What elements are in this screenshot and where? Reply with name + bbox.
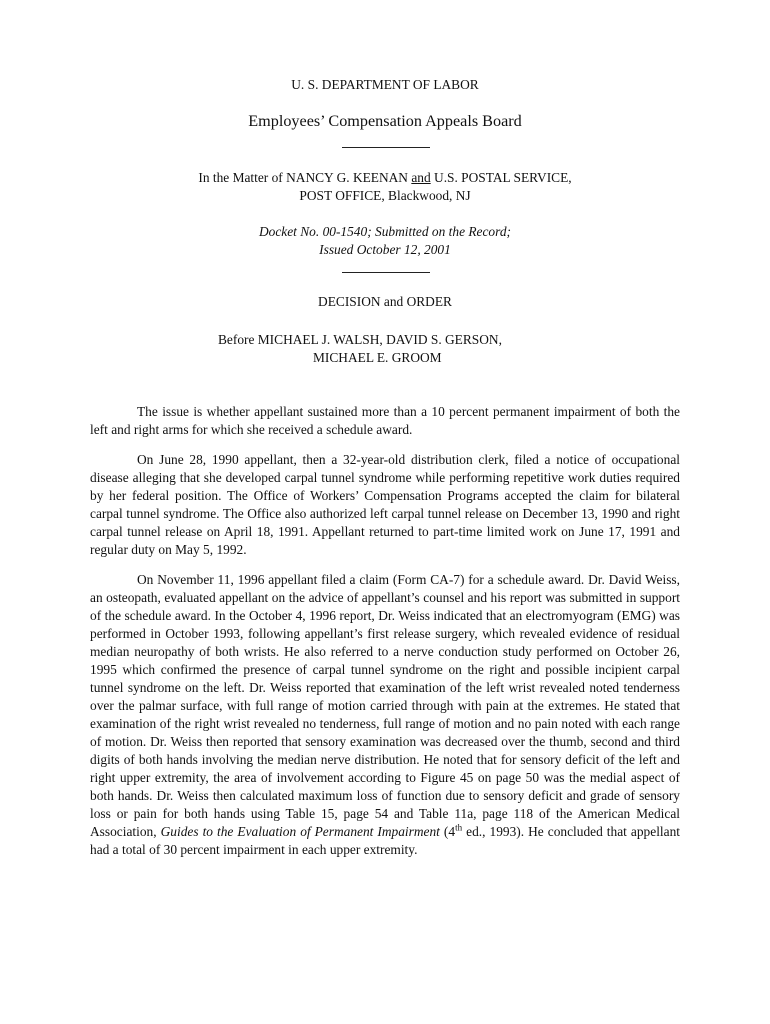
divider-rule: [342, 147, 430, 148]
docket-line2: Issued October 12, 2001: [319, 242, 451, 257]
paragraph-background: On June 28, 1990 appellant, then a 32-year-old distribution clerk, filed a notice of occupational disease alleging that she developed carpal tunnel syndrome while performing repetitive work duties required by her federal position. The Office of Workers’ Compensation Programs accepted the claim for bilateral carpal tunnel syndrome. The Office also authorized left carpal tunnel release on December 13, 1990 and right carpal tunnel release on April 18, 1991. Appellant returned to part-time limited work on June 17, 1991 and regular duty on May 5, 1992.: [90, 452, 680, 557]
panel-line1: Before MICHAEL J. WALSH, DAVID S. GERSON,: [218, 332, 502, 347]
panel-members: [90, 331, 680, 367]
board-title: Employees’ Compensation Appeals Board: [248, 112, 522, 130]
guides-title: Guides to the Evaluation of Permanent Impairment: [160, 824, 440, 839]
paragraph-issue: The issue is whether appellant sustained more than a 10 percent permanent impairment of both the left and right arms for which she received a schedule award.: [90, 404, 680, 437]
paragraph-text: ed., 1993). He concluded that appellant had a total of 30 percent impairment in each upper extremity.: [90, 824, 680, 857]
matter-prefix: In the Matter of NANCY G. KEENAN: [198, 170, 412, 185]
department-heading: U. S. DEPARTMENT OF LABOR: [291, 77, 479, 92]
panel-line2: MICHAEL E. GROOM: [313, 350, 442, 365]
divider-rule: [342, 272, 430, 273]
matter-and: and: [411, 170, 431, 185]
paragraph-text: On November 11, 1996 appellant filed a claim (Form CA-7) for a schedule award. Dr. David Weiss, an osteopath, evaluated appellant on the advice of appellant’s counsel and his report was submitted in support of the schedule award. In the October 4, 1996 report, Dr. Weiss indicated that an electromyogram (EMG) was performed in October 1993, following appellant’s first release surgery, which revealed evidence of residual median neuropathy of both wrists. He also referred to a nerve conduction study performed on October 26, 1995 which confirmed the presence of carpal tunnel syndrome on the right and possible incipient carpal tunnel syndrome on the left. Dr. Weiss reported that examination of the left wrist revealed noted tenderness over the palmar surface, with full range of motion carried through with pain at the extremes. He stated that examination of the right wrist revealed no tenderness, full range of motion and no pain noted with each range of motion. Dr. Weiss then reported that sensory examination was decreased over the thumb, second and third digits of both hands involving the median nerve distribution. He noted that for sensory deficit of the left and right upper extremity, the area of involvement according to Figure 45 on page 50 was the medial aspect of both hands. Dr. Weiss then calculated maximum loss of function due to sensory deficit and grade of sensory loss or pain for both hands using Table 15, page 54 and Table 11a, page 118 of the American Medical Association,: [90, 572, 680, 839]
paragraph-text: (4: [439, 824, 456, 839]
matter-suffix: U.S. POSTAL SERVICE,: [430, 170, 572, 185]
docket-info: [90, 223, 680, 259]
edition-superscript: th: [455, 822, 463, 833]
decision-title: DECISION and ORDER: [318, 294, 452, 309]
decision-body: [90, 403, 680, 871]
docket-line1: Docket No. 00-1540; Submitted on the Record;: [258, 224, 511, 239]
matter-line2: POST OFFICE, Blackwood, NJ: [299, 188, 471, 203]
paragraph-schedule-award: [90, 571, 680, 859]
matter-caption: [90, 169, 680, 205]
